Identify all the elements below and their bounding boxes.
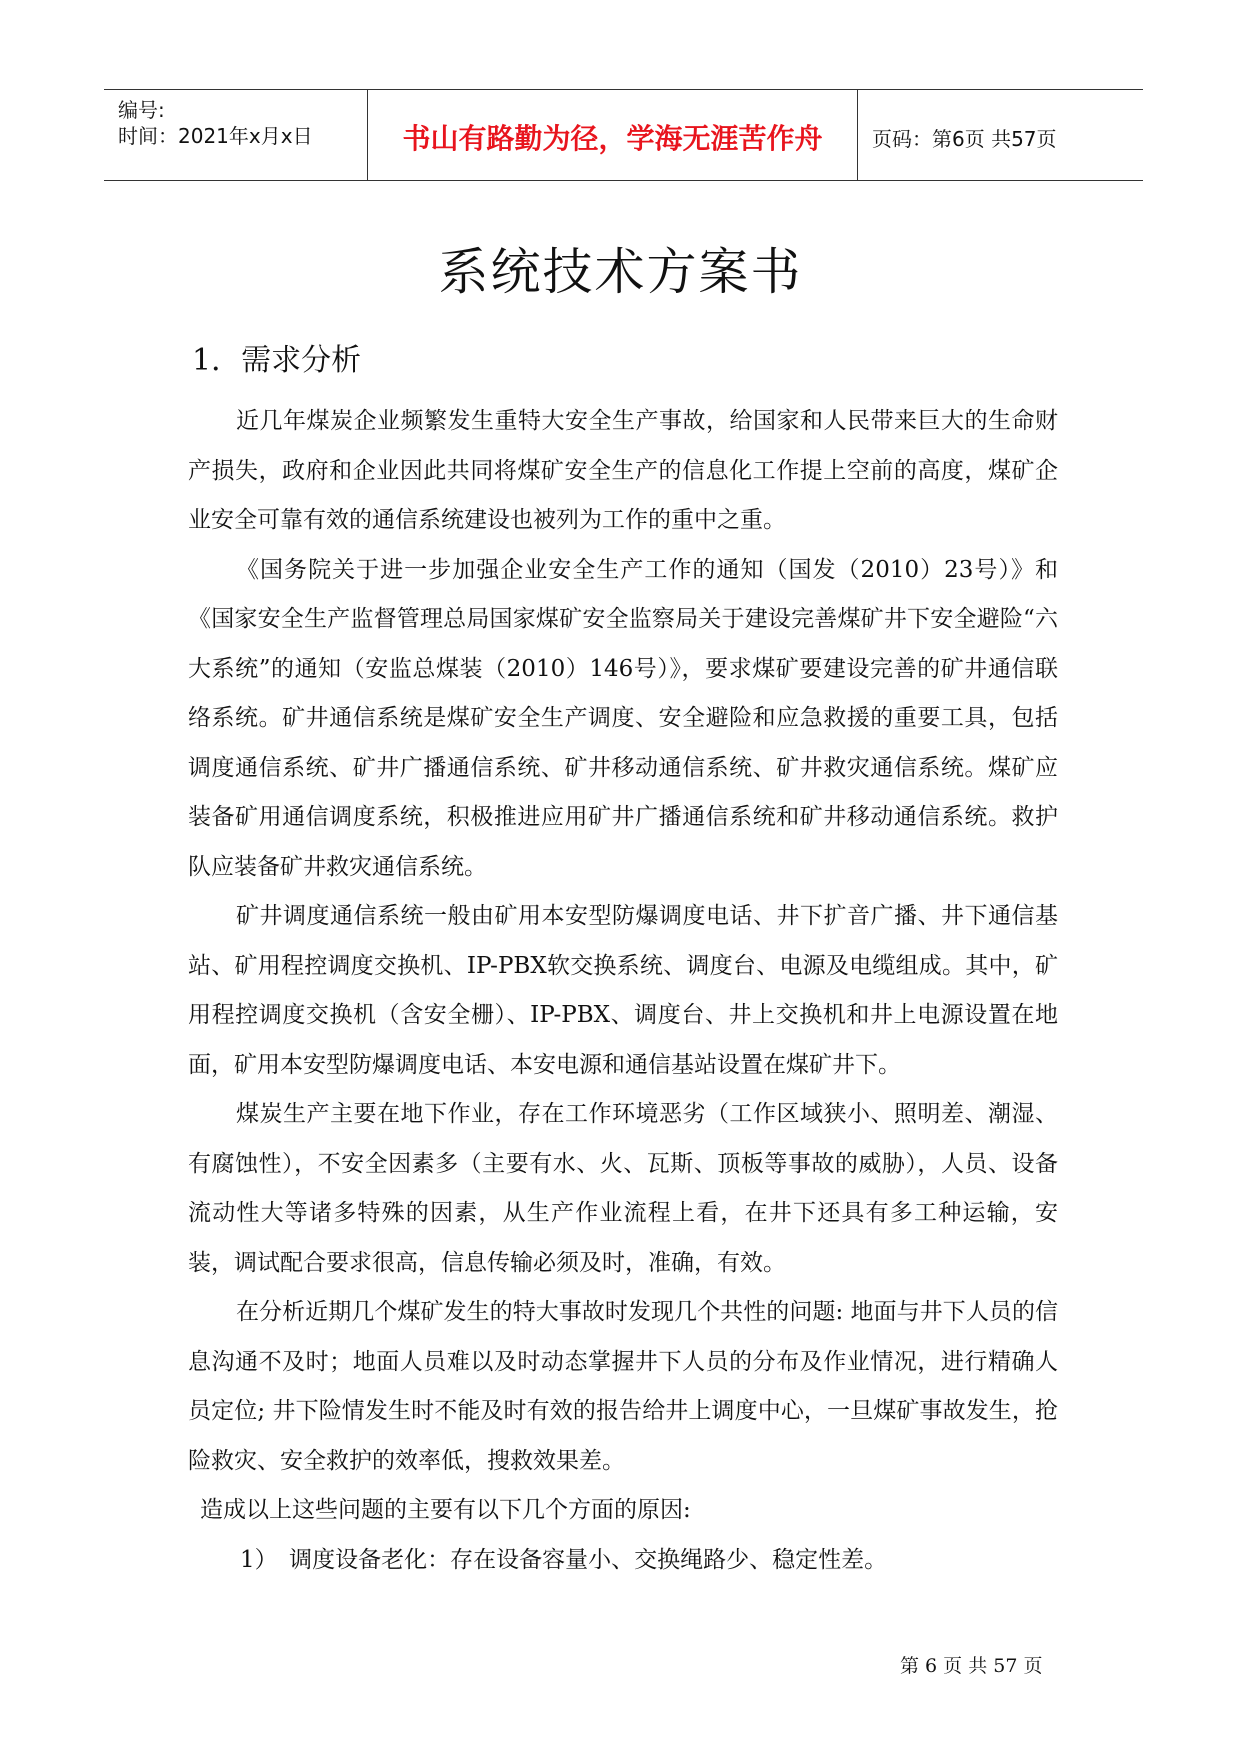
header-page-number: 页码：第6页 共57页 [872,127,1057,151]
serial-number-label: 编号: [118,98,165,122]
paragraph: 煤炭生产主要在地下作业，存在工作环境恶劣（工作区域狭小、照明差、潮湿、有腐蚀性），不安全因素多（主要有水、火、瓦斯、顶板等事故的威胁），人员、设备流动性大等诸多特殊的因素，从生产作业流程上看，在井下还具有多工种运输，安装，调试配合要求很高，信息传输必须及时，准确，有效。 [188,1101,1058,1276]
paragraph: 近几年煤炭企业频繁发生重特大安全生产事故，给国家和人民带来巨大的生命财产损失，政府和企业因此共同将煤矿安全生产的信息化工作提上空前的高度，煤矿企业安全可靠有效的通信系统建设也被列为工作的重中之重。 [188,408,1058,533]
cause-intro: 造成以上这些问题的主要有以下几个方面的原因: [200,1497,691,1523]
list-item: 1） 调度设备老化：存在设备容量小、交换绳路少、稳定性差。 [240,1546,888,1573]
header-page-cell [858,90,1143,180]
time-label: 时间：2021年x月x日 [118,124,313,148]
section-heading: 1．需求分析 [192,343,362,378]
footer-page-number: 第 6 页 共 57 页 [900,1655,1043,1677]
header-info-cell [104,90,368,180]
paragraph: 在分析近期几个煤矿发生的特大事故时发现几个共性的问题: 地面与井下人员的信息沟通不及时；地面人员难以及时动态掌握井下人员的分布及作业情况，进行精确人员定位; 井下险情发生时不能及时有效的报告给井上调度中心，一旦煤矿事故发生，抢险救灾、安全救护的效率低，搜救效果差。 [188,1299,1058,1474]
paragraph: 《国务院关于进一步加强企业安全生产工作的通知（国发（2010）23号）》和《国家安全生产监督管理总局国家煤矿安全监察局关于建设完善煤矿井下安全避险“六大系统”的通知（安监总煤装（2010）146号）》，要求煤矿要建设完善的矿井通信联络系统。矿井通信系统是煤矿安全生产调度、安全避险和应急救援的重要工具，包括调度通信系统、矿井广播通信系统、矿井移动通信系统、矿井救灾通信系统。煤矿应装备矿用通信调度系统，积极推进应用矿井广播通信系统和矿井移动通信系统。救护队应装备矿井救灾通信系统。 [188,556,1058,880]
paragraph: 矿井调度通信系统一般由矿用本安型防爆调度电话、井下扩音广播、井下通信基站、矿用程控调度交换机、IP-PBX软交换系统、调度台、电源及电缆组成。其中，矿用程控调度交换机（含安全栅）、IP-PBX、调度台、井上交换机和井上电源设置在地面，矿用本安型防爆调度电话、本安电源和通信基站设置在煤矿井下。 [188,903,1058,1078]
header-motto-cell [368,90,858,180]
header-table [104,89,1143,181]
document-title: 系统技术方案书 [438,243,803,301]
body-text [188,397,1058,1585]
motto-text: 书山有路勤为径，学海无涯苦作舟 [402,122,823,155]
